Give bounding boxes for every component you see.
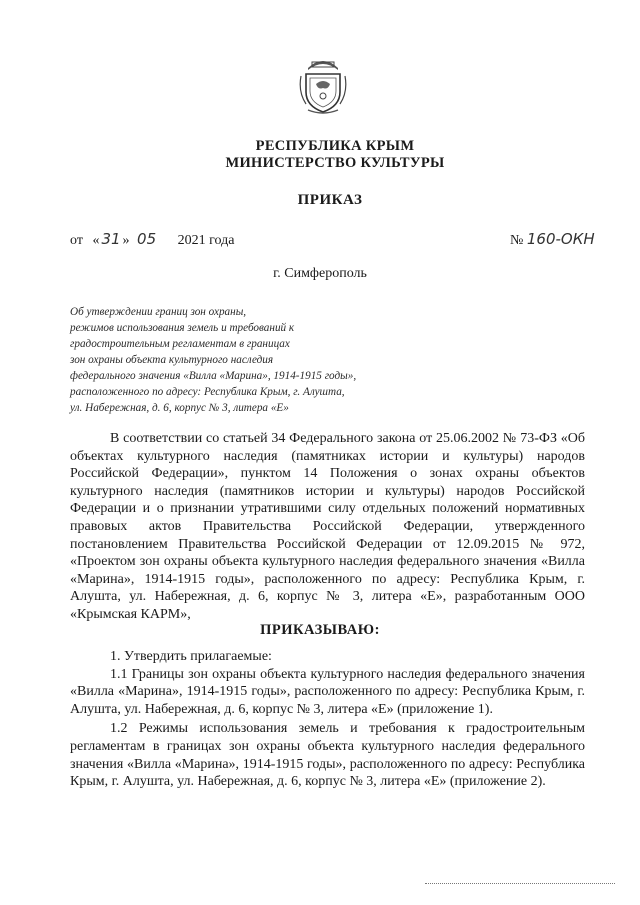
order-item-1: 1. Утвердить прилагаемые:	[110, 649, 272, 664]
subject-line: градостроительным регламентам в границах	[70, 338, 290, 350]
number-handwritten: 160-ОКН	[526, 230, 595, 248]
date-month-handwritten: 05	[137, 230, 157, 248]
preamble-paragraph: В соответствии со статьей 34 Федерального закона от 25.06.2002 № 73-ФЗ «Об объектах культурного наследия (памятниках истории и культуры) народов Российской Федерации», пунктом 14 Положения о зонах охраны объектов культурного наследия (памятников истории и культуры) народов Российской Федерации и о признании утратившими силу отдельных положений нормативных правовых актов Правительства Российской Федерации, утвержденного постановлением Правительства Российской Федерации от 12.09.2015 № 972, «Проектом зон охраны объекта культурного наследия федерального значения «Вилла «Марина», 1914-1915 годы», расположенного по адресу: Республика Крым, г. Алушта, ул. Набережная, д. 6, корпус № 3, литера «Е», разработанным ООО «Крымская КАРМ»,	[70, 431, 585, 622]
document-date	[70, 230, 234, 249]
number-prefix: №	[510, 233, 524, 248]
footer-divider	[425, 883, 615, 884]
subject-line: режимов использования земель и требований к	[70, 322, 295, 334]
subject-line: зон охраны объекта культурного наследия	[70, 354, 274, 366]
coat-of-arms-icon	[298, 56, 348, 116]
subject-line: расположенного по адресу: Республика Крым, г. Алушта,	[70, 386, 345, 398]
city-line: г. Симферополь	[273, 266, 367, 281]
document-number	[510, 230, 595, 249]
date-year: 2021 года	[177, 233, 235, 248]
date-prefix: от	[70, 233, 83, 248]
order-item-1-2: 1.2 Режимы использования земель и требования к градостроительным регламентам в границах зон охраны объекта культурного наследия федерального значения «Вилла «Марина», 1914-1915 годы», расположенного по адресу: Республика Крым, г. Алушта, ул. Набережная, д. 6, корпус № 3, литера «Е» (приложение 2).	[70, 721, 585, 790]
subject-block	[70, 304, 400, 416]
region-heading: РЕСПУБЛИКА КРЫМ	[255, 138, 415, 154]
date-close-quote: »	[122, 233, 130, 248]
date-open-quote: «	[92, 233, 100, 248]
subject-line: ул. Набережная, д. 6, корпус № 3, литера «Е»	[70, 402, 289, 414]
date-day-handwritten: 31	[101, 230, 121, 248]
document-type-title: ПРИКАЗ	[297, 192, 363, 208]
order-item-1-1: 1.1 Границы зон охраны объекта культурного наследия федерального значения «Вилла «Марина», 1914-1915 годы», расположенного по адресу: Республика Крым, г. Алушта, ул. Набережная, д. 6, корпус № 3, литера «Е» (приложение 1).	[70, 666, 585, 717]
order-heading: ПРИКАЗЫВАЮ:	[260, 622, 380, 638]
order-items	[70, 648, 585, 791]
subject-line: Об утверждении границ зон охраны,	[70, 306, 247, 318]
ministry-heading: МИНИСТЕРСТВО КУЛЬТУРЫ	[225, 155, 445, 171]
subject-line: федерального значения «Вилла «Марина», 1914-1915 годы»,	[70, 370, 357, 382]
